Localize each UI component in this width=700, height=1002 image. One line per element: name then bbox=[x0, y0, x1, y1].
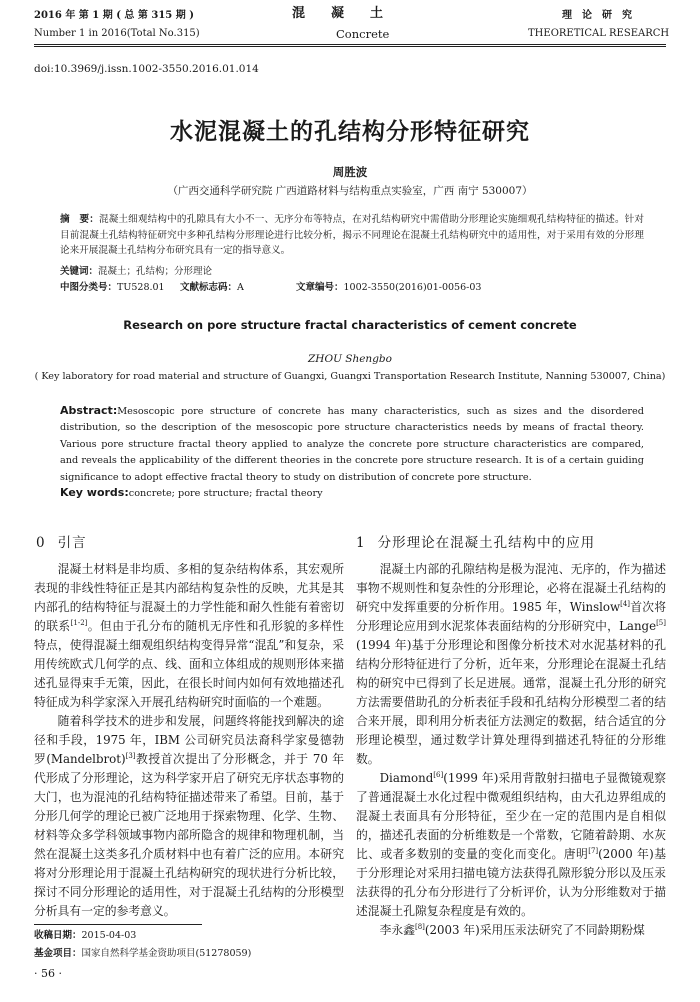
section-0-heading bbox=[36, 531, 87, 551]
affiliation-en: ( Key laboratory for road material and structure of Guangxi, Guangxi Transportation Research Institute, Nanning 530007, China) bbox=[34, 371, 666, 382]
journal-en: Concrete bbox=[336, 27, 390, 41]
doc-code-label: 文献标志码： bbox=[180, 282, 238, 293]
issue-cn: 2016 年 第 1 期 ( 总 第 315 期 ) bbox=[34, 10, 194, 21]
section-0-number: 0 bbox=[36, 535, 46, 551]
classification-line bbox=[60, 280, 165, 296]
footnote-rule bbox=[34, 924, 202, 925]
ref-5: [5] bbox=[656, 619, 666, 628]
abstract-cn bbox=[60, 212, 644, 259]
abstract-en bbox=[60, 403, 644, 486]
r-p2b: (1999 年)采用背散射扫描电子显微镜观察了普通混凝土水化过程中微观组织结构，由大孔边界组成的混凝土表面具有分形特征，至少在一定的范围内是自相似的，描述孔表面的分析维数是一个常数，它随着龄期、水灰比、或者多数别的变量的变化而变化。唐明 bbox=[356, 771, 666, 861]
section-0-title: 引言 bbox=[57, 535, 87, 551]
keywords-en-label: Key words: bbox=[60, 486, 129, 499]
left-column bbox=[34, 560, 344, 921]
category-en: THEORETICAL RESEARCH bbox=[528, 28, 670, 39]
keywords-en bbox=[60, 486, 323, 501]
intro-paragraph-2 bbox=[34, 712, 344, 921]
r-p1b: 首次将分形理论应用到水泥浆体表面结构的分形研究中，Lange bbox=[356, 600, 666, 633]
received-label: 收稿日期： bbox=[34, 930, 82, 941]
section-1-heading bbox=[356, 531, 595, 551]
keywords-cn-label: 关键词： bbox=[60, 266, 99, 277]
ref-4: [4] bbox=[620, 600, 631, 609]
header-rule bbox=[34, 44, 666, 45]
article-no-label: 文章编号： bbox=[296, 282, 344, 293]
ref-3: [3] bbox=[125, 752, 136, 761]
fund-label: 基金项目： bbox=[34, 948, 82, 959]
doi: doi:10.3969/j.issn.1002-3550.2016.01.014 bbox=[34, 63, 259, 75]
clc-value: TU528.01 bbox=[117, 282, 165, 293]
affiliation-cn: （广西交通科学研究院 广西道路材料与结构重点实验室，广西 南宁 530007） bbox=[167, 185, 533, 197]
ref-6: [6] bbox=[433, 771, 444, 780]
r-p3b: (2003 年)采用压汞法研究了不同龄期粉煤 bbox=[424, 923, 645, 937]
category-cn: 理 论 研 究 bbox=[562, 10, 632, 21]
keywords-cn-text: 混凝土；孔结构；分形理论 bbox=[98, 266, 213, 277]
abstract-cn-text: 混凝土细观结构中的孔隙具有大小不一、无序分布等特点，在对孔结构研究中需借助分形理论实施细观孔结构特征的描述。针对目前混凝土孔结构特征研究中多种孔结构分形理论进行比较分析，揭示不同理论在混凝土孔结构研究中的适用性，对于采用有效的分形理论来开展混凝土孔结构分布研究具有一定的指导意义。 bbox=[60, 214, 645, 256]
r-p2a: Diamond bbox=[379, 771, 434, 785]
ref-1-2: [1-2] bbox=[70, 619, 88, 628]
ref-7: [7] bbox=[588, 847, 599, 856]
r-p2c: (2000 年)基于分形理论对采用扫描电镜方法获得孔隙形貌分形以及压汞法获得的孔分布分形进行了分析评价，认为分形维数对于描述混凝土孔隙复杂程度是有效的。 bbox=[356, 847, 666, 918]
clc-label: 中图分类号： bbox=[60, 282, 118, 293]
p1b: 。但由于孔分布的随机无序性和孔形貌的多样性特点，使得混凝土细观组织结构变得异常“混乱”和复杂，采用传统欧式几何学的点、线、面和立体组成的规则形体来描述孔显得束手无策，因此，在很长时间内如何有效地描述孔特征成为科学家深入开展孔结构研究时面临的一个难题。 bbox=[34, 619, 344, 709]
section-1-paragraph-1 bbox=[356, 560, 666, 769]
issue-en: Number 1 in 2016(Total No.315) bbox=[34, 28, 200, 39]
abstract-cn-label: 摘 要： bbox=[60, 214, 99, 225]
right-column bbox=[356, 560, 666, 940]
intro-paragraph-1 bbox=[34, 560, 344, 712]
received-date bbox=[34, 928, 136, 944]
r-p1a: 混凝土内部的孔隙结构是极为混沌、无序的，作为描述事物不规则性和复杂性的分形理论，必将在混凝土孔结构的研究中发挥重要的分析作用。1985 年，Winslow bbox=[356, 562, 666, 614]
journal-cn: 混 凝 土 bbox=[292, 6, 384, 21]
author-en: ZHOU Shengbo bbox=[308, 353, 392, 365]
keywords-cn bbox=[60, 264, 212, 280]
header-rule-2 bbox=[34, 46, 666, 47]
received-value: 2015-04-03 bbox=[81, 930, 137, 941]
section-1-title: 分形理论在混凝土孔结构中的应用 bbox=[377, 535, 596, 551]
doc-code bbox=[180, 280, 244, 296]
doc-code-value: A bbox=[237, 282, 244, 293]
p1a: 混凝土材料是非均质、多相的复杂结构体系，其宏观所表现的非线性特征正是其内部结构复杂性的反映，尤其是其内部孔的结构特征与混凝土的力学性能和耐久性能有着密切的联系 bbox=[34, 562, 344, 633]
section-1-paragraph-3 bbox=[356, 921, 666, 940]
title-cn: 水泥混凝土的孔结构分形特征研究 bbox=[170, 119, 530, 145]
fund-value: 国家自然科学基金资助项目(51278059) bbox=[81, 948, 252, 959]
ref-8: [8] bbox=[415, 923, 425, 932]
fund bbox=[34, 946, 251, 962]
abstract-en-label: Abstract: bbox=[60, 404, 118, 417]
author-cn: 周胜波 bbox=[332, 165, 368, 179]
page-number: · 56 · bbox=[34, 967, 62, 980]
r-p1c: (1994 年)基于分形理论和图像分析技术对水泥基材料的孔结构分形特征进行了分析，近年来，分形理论在混凝土孔结构的研究中已得到了长足进展。通常，混凝土孔分形的研究方法需要借助孔的分析表征手段和孔结构分形模型二者的结合来开展，即利用分析表征方法测定的数据，结合适宜的分形理论模型，通过数学计算处理得到描述孔特征的分形维数。 bbox=[356, 638, 666, 766]
abstract-en-text: Mesoscopic pore structure of concrete has many characteristics, such as sizes and the disordered distribution, so the description of the mesoscopic pore structure characteristics needs by means of fractal theory. Various pore structure fractal theory applied to analyze the concrete pore structure characteristics are compared, and reveals the applicability of the different theories in the concrete pore structure research. It is of a certain guiding significance to adopt effective fractal theory to study on distribution of concrete pore structure. bbox=[60, 406, 644, 483]
p2b: 教授首次提出了分形概念，并于 70 年代形成了分形理论，这为科学家开启了研究无序状态事物的大门，也为混沌的孔结构特征描述带来了希望。目前，基于分形几何学的理论已被广泛地用于探索物理、化学、生物、材料等众多学科领域事物内部所隐含的规律和物理机制，当然在混凝土这类多孔介质材料中也有着广泛的应用。本研究将对分形理论用于混凝土孔结构研究的现状进行分析比较，探讨不同分形理论的适用性，对于混凝土孔结构的分形模型分析具有一定的参考意义。 bbox=[34, 752, 344, 918]
p2a: 随着科学技术的进步和发展，问题终将能找到解决的途径和手段，1975 年，IBM 公司研究员法裔科学家曼德勃罗(Mandelbrot) bbox=[34, 714, 344, 766]
section-1-paragraph-2 bbox=[356, 769, 666, 921]
keywords-en-text: concrete; pore structure; fractal theory bbox=[128, 488, 323, 499]
r-p3a: 李永鑫 bbox=[379, 923, 415, 937]
article-no bbox=[296, 280, 481, 296]
section-1-number: 1 bbox=[356, 535, 366, 551]
title-en: Research on pore structure fractal characteristics of cement concrete bbox=[123, 318, 577, 332]
article-no-value: 1002-3550(2016)01-0056-03 bbox=[343, 282, 482, 293]
